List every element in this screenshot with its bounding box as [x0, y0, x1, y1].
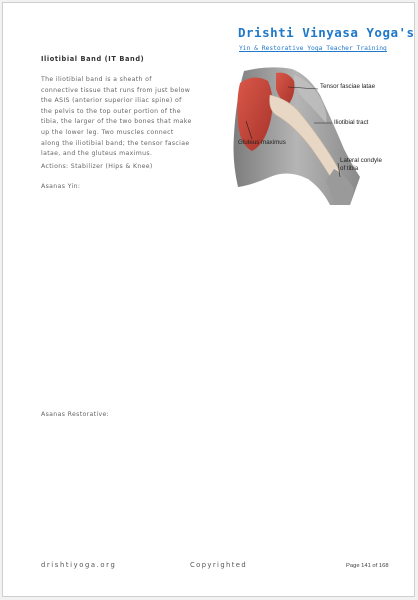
section-heading: Iliotibial Band (IT Band) — [41, 55, 145, 63]
brand-subtitle: Yin & Restorative Yoga Teacher Training — [239, 45, 387, 52]
footer-page-number: Page 141 of 168 — [346, 563, 389, 569]
footer-copyright: Copyrighted — [190, 561, 248, 569]
body-line: connective tissue that runs from just below — [41, 86, 191, 94]
it-band-anatomy-figure — [230, 65, 397, 205]
asanas-yin-label: Asanas Yin: — [41, 183, 81, 190]
body-line: tibia, the larger of the two bones that make — [41, 118, 192, 126]
footer-website: drishtiyoga.org — [41, 561, 117, 569]
label-lateral-condyle-2: of tibia — [340, 165, 359, 172]
section-body — [41, 75, 216, 160]
body-line: the pelvis to the top outer portion of the — [41, 107, 181, 115]
actions-text: Actions: Stabilizer (Hips & Knee) — [41, 163, 153, 170]
label-iliotibial-tract: Iliotibial tract — [334, 119, 369, 126]
body-line: along the iliotibial band; the tensor fasciae — [41, 139, 190, 147]
asanas-restorative-label: Asanas Restorative: — [41, 411, 110, 418]
label-gluteus-maximus: Gluteus maximus — [238, 139, 286, 146]
brand-title: Drishti Vinyasa Yoga's — [238, 25, 415, 40]
body-line: the ASIS (anterior superior iliac spine) of — [41, 97, 182, 105]
body-line: The iliotibial band is a sheath of — [41, 76, 152, 83]
body-line: up the lower leg. Two muscles connect — [41, 128, 174, 136]
document-page — [2, 2, 415, 597]
body-line: latae, and the gluteus maximus. — [41, 150, 153, 158]
label-lateral-condyle: Lateral condyle — [340, 157, 382, 164]
label-tensor-fasciae-latae: Tensor fasciae latae — [320, 83, 376, 90]
